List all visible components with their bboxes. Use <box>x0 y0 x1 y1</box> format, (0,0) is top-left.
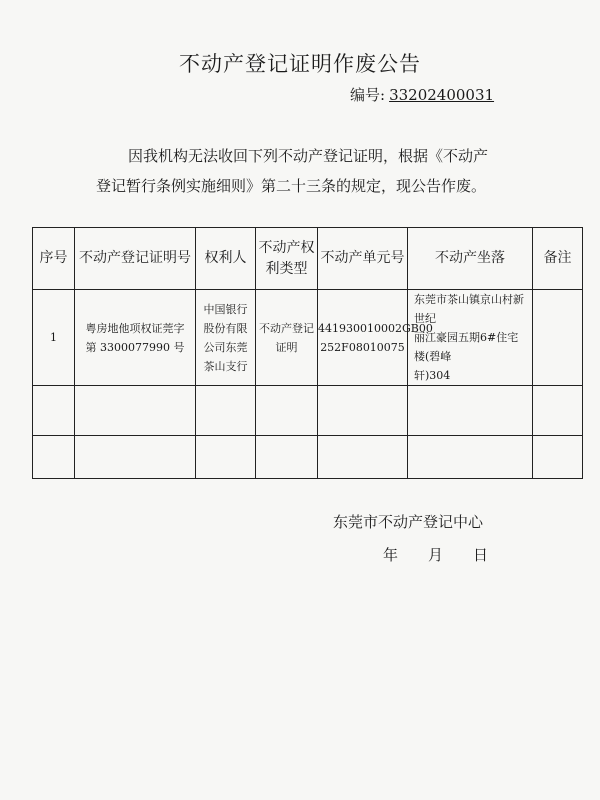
cell-remark <box>533 290 583 386</box>
table-row <box>33 290 583 386</box>
empty-cell <box>33 436 75 479</box>
cell-holder-line-4: 茶山支行 <box>203 359 248 373</box>
header-right-type-line-1: 不动产权 <box>258 239 315 256</box>
cell-cert-no <box>75 290 196 386</box>
header-right-type <box>256 228 318 290</box>
header-location: 不动产坐落 <box>408 228 533 290</box>
empty-cell <box>75 386 196 436</box>
empty-cell <box>196 386 256 436</box>
header-cert-no: 不动产登记证明号 <box>75 228 196 290</box>
cell-holder-line-1: 中国银行 <box>203 302 248 316</box>
cell-right-type-line-2: 证明 <box>275 340 298 354</box>
header-right-type-line-2: 利类型 <box>265 260 308 277</box>
empty-cell <box>75 436 196 479</box>
empty-cell <box>33 386 75 436</box>
date-year: 年 <box>383 546 399 564</box>
cell-unit-no-line-1: 441930010002GB00 <box>318 321 433 335</box>
date-month: 月 <box>428 546 444 564</box>
page-title: 不动产登记证明作废公告 <box>179 52 421 76</box>
header-remark: 备注 <box>533 228 583 290</box>
cell-cert-no-line-2: 第 3300077990 号 <box>85 340 185 354</box>
document-number <box>350 84 494 105</box>
body-line-1: 因我机构无法收回下列不动产登记证明，根据《不动产 <box>128 147 489 165</box>
cell-right-type <box>256 290 318 386</box>
cell-holder-line-3: 公司东莞 <box>203 340 248 354</box>
empty-cell <box>533 436 583 479</box>
document-number-value: 33202400031 <box>389 86 495 104</box>
header-holder: 权利人 <box>196 228 256 290</box>
cell-holder <box>196 290 256 386</box>
cell-location-line-2: 丽江豪园五期6#住宅楼(碧峰 <box>414 331 519 363</box>
cell-location-line-1: 东莞市茶山镇京山村新世纪 <box>414 293 524 325</box>
header-seq: 序号 <box>33 228 75 290</box>
issuing-organization: 东莞市不动产登记中心 <box>333 513 484 531</box>
empty-cell <box>533 386 583 436</box>
body-line-2: 登记暂行条例实施细则》第二十三条的规定，现公告作废。 <box>96 177 487 195</box>
cell-location <box>408 290 533 386</box>
certificate-table <box>32 227 583 479</box>
cell-cert-no-line-1: 粤房地他项权证莞字 <box>85 321 185 335</box>
empty-cell <box>256 436 318 479</box>
empty-cell <box>256 386 318 436</box>
table-row-empty <box>33 436 583 479</box>
table-row-empty <box>33 386 583 436</box>
cell-location-line-3: 轩)304 <box>414 369 451 382</box>
cell-holder-line-2: 股份有限 <box>203 321 248 335</box>
announcement-body <box>96 141 556 201</box>
cell-right-type-line-1: 不动产登记 <box>259 321 314 335</box>
empty-cell <box>408 386 533 436</box>
empty-cell <box>318 386 408 436</box>
table-header-row <box>33 228 583 290</box>
header-unit-no: 不动产单元号 <box>318 228 408 290</box>
empty-cell <box>196 436 256 479</box>
document-number-label: 编号: <box>350 86 386 104</box>
empty-cell <box>318 436 408 479</box>
date-line <box>383 544 518 565</box>
cell-unit-no-line-2: 252F08010075 <box>320 340 405 354</box>
empty-cell <box>408 436 533 479</box>
date-day: 日 <box>473 546 489 564</box>
cell-seq: 1 <box>33 290 75 386</box>
